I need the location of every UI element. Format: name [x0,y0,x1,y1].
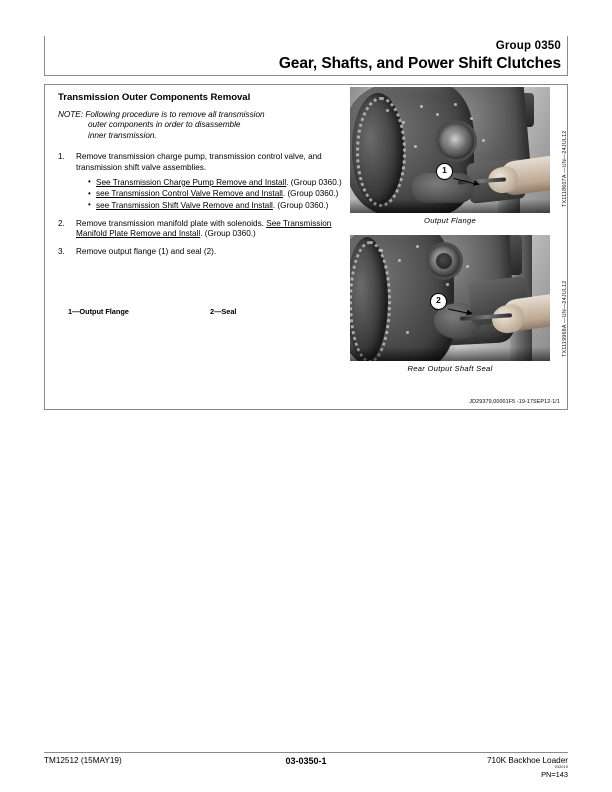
procedure-note [58,110,350,141]
photo-seal-opening [436,253,452,269]
step-3-number: 3. [58,246,65,256]
footer-pn: PN=143 [541,770,568,779]
step-2-text: Remove transmission manifold plate with solenoids. [76,219,264,229]
step-2-body [76,219,350,240]
key-entry-2-label: Seal [221,307,237,316]
photo-bolt-head [406,331,409,334]
photo-shadow-band [350,347,550,361]
list-item [88,189,350,199]
photo-bolt-head [416,245,419,248]
note-line-3: inner transmission. [88,130,157,140]
note-label: NOTE: [58,110,84,119]
key-entry-1-label: Output Flange [79,307,129,316]
cross-reference-tail: . (Group 0360.) [200,229,256,239]
section-title: Transmission Outer Components Removal [58,92,251,103]
procedure-step-3 [58,247,350,257]
photo-bolt-head [436,113,439,116]
note-line-2: outer components in order to disassemble [88,120,241,130]
footer-date-code: 032019 [554,765,568,769]
step-1-body [76,152,350,212]
step-1-text: Remove transmission charge pump, transmission control valve, and transmission shift valve assemblies. [76,152,322,172]
page-footer [44,756,568,786]
photo-bolt-head [446,283,449,286]
step-2-number: 2. [58,219,65,229]
photo-bolt-head [380,249,383,252]
callout-2: 2 [430,293,447,310]
photo-bolt-head [466,265,469,268]
cross-reference-link[interactable]: see Transmission Shift Valve Remove and Install [96,200,273,210]
figure-1-photo-id: TX1118607A —UN—24JUL12 [562,130,568,207]
header-group-number: Group 0350 [495,40,561,52]
procedure-text-column [58,92,350,264]
key-entry-2-number: 2— [210,307,222,316]
list-item [88,201,350,211]
figure-column [348,87,566,373]
photo-bolt-ring [356,97,406,207]
footer-model-text: 710K Backhoe Loader [486,756,568,765]
photo-bolt-head [414,145,417,148]
cross-reference-tail: . (Group 0360.) [286,177,342,187]
cross-reference-link[interactable]: See Transmission Charge Pump Remove and Install [96,177,287,187]
cross-reference-link[interactable]: See Transmission Manifold Plate Remove and Install [76,219,332,239]
photo-output-flange [350,87,550,213]
photo-rear-output-shaft-seal [350,235,550,361]
photo-bolt-head [420,105,423,108]
footer-machine-model [487,756,568,779]
figure-rear-output-shaft-seal [348,235,566,373]
callout-1: 1 [436,163,453,180]
step-1-number: 1. [58,152,65,162]
photo-shadow-band [350,199,550,213]
procedure-step-2 [58,219,350,240]
photo-bolt-head [402,121,405,124]
photo-bolt-head [470,117,473,120]
figure-output-flange [348,87,566,225]
page-header [44,36,568,76]
list-item [88,178,350,188]
procedure-step-1 [58,152,350,212]
cross-reference-link[interactable]: see Transmission Control Valve Remove and Install [96,189,283,199]
content-frame [44,84,568,410]
document-reference-code: JD29379,00001F5 -19-17SEP12-1/1 [469,399,560,405]
step-3-text: Remove output flange (1) and seal (2). [76,246,217,256]
step-3-body [76,247,350,257]
photo-bolt-head [482,139,485,142]
cross-reference-tail: . (Group 0360.) [272,200,329,210]
photo-hub-center [446,131,466,151]
photo-bolt-head [454,103,457,106]
component-key-legend [58,307,350,316]
key-entry-1 [68,307,208,316]
page-title: Gear, Shafts, and Power Shift Clutches [278,55,561,72]
footer-divider [44,752,568,753]
figure-1-caption: Output Flange [423,216,477,225]
photo-bolt-head [386,109,389,112]
step-1-bullet-list [76,178,350,211]
key-entry-2 [210,307,236,316]
photo-bolt-ring [350,241,391,361]
photo-bolt-head [398,259,401,262]
note-line-1: Following procedure is to remove all transmission [85,110,265,119]
key-entry-1-number: 1— [68,307,80,316]
figure-2-photo-id: TX1119968A —UN—24JUL12 [562,280,568,357]
footer-page-number: 03-0350-1 [285,756,327,766]
cross-reference-tail: . (Group 0360.) [282,189,339,199]
figure-2-caption: Rear Output Shaft Seal [407,364,493,373]
footer-manual-number: TM12512 (15MAY19) [44,756,122,765]
